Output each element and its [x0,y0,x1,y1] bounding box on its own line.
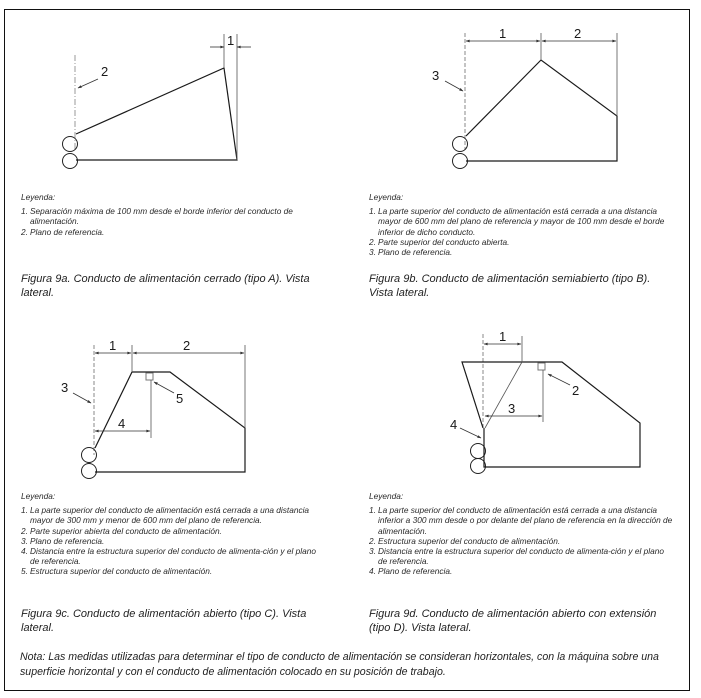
diagram-label: 4 [450,417,458,432]
legend-item: 1. La parte superior del conducto de alimentación está cerrada a una distancia mayor de 600 mm del plano de referencia y mayor de 100 mm desde el borde inferior de dicho conducto. [369,206,665,237]
diagram-9c [61,338,245,479]
legend-9a [21,192,321,237]
diagram-9d [450,329,640,474]
chute-outline [462,362,640,467]
upper-structure-marker [146,373,153,380]
legend-item: 2. Parte superior del conducto abierta. [369,236,510,247]
legend-item: 3. Plano de referencia. [369,247,453,258]
legend-item: 1. Separación máxima de 100 mm desde el borde inferior del conducto de alimentación. [21,206,293,227]
legend-9b [369,192,674,257]
diagram-label: 3 [432,68,440,83]
legend-9d [369,491,674,577]
feed-roller-bottom [453,154,468,169]
diagram-label: 1 [499,329,507,344]
feed-roller-top [471,444,486,459]
leader-arrow [548,374,570,385]
figure-caption-9b: Figura 9b. Conducto de alimentación semiabierto (tipo B). Vista lateral. [369,273,651,299]
diagram-9a [63,33,252,169]
diagram-label: 2 [572,383,580,398]
leader-arrow [445,81,463,91]
figure-caption-9a: Figura 9a. Conducto de alimentación cerrado (tipo A). Vista lateral. [21,273,310,299]
legend-item: 5. Estructura superior del conducto de alimentación. [21,566,213,577]
leader-arrow [154,382,174,393]
diagram-label: 4 [118,416,126,431]
feed-roller-bottom [82,464,97,479]
legend-9c [21,491,326,577]
legend-item: 2. Parte superior abierta del conducto de alimentación. [21,525,222,536]
legend-item: 4. Distancia entre la estructura superior del conducto de alimenta-ción y el plano de referencia. [21,546,316,567]
leader-arrow [73,393,91,403]
figure-caption-9c: Figura 9c. Conducto de alimentación abierto (tipo C). Vista lateral. [21,608,307,634]
chute-outline [466,60,617,161]
legend-item: 2. Plano de referencia. [21,226,105,237]
legend-item: 3. Plano de referencia. [21,535,105,546]
legend-item: 1. La parte superior del conducto de alimentación está cerrada a una distancia inferior a 300 mm desde o por delante del plano de referencia en la dirección de alimentación. [369,505,673,536]
legend-item: 4. Plano de referencia. [369,566,453,577]
diagram-9b [432,26,617,169]
diagram-label: 1 [227,33,235,48]
legend-item: 1. La parte superior del conducto de alimentación está cerrada a una distancia mayor de 300 mm y menor de 600 mm del plano de referencia. [21,505,310,526]
feed-roller-bottom [63,154,78,169]
diagram-label: 5 [176,391,184,406]
chute-outline [76,68,237,160]
upper-structure-marker [538,363,545,370]
leader-arrow [460,428,481,438]
legend-title: Leyenda: [21,491,56,501]
diagram-label: 1 [109,338,117,353]
diagram-label: 2 [574,26,582,41]
diagram-label: 2 [183,338,191,353]
extension-line [485,362,522,428]
legend-item: 3. Distancia entre la estructura superior del conducto de alimenta-ción y el plano de referencia. [369,546,664,567]
diagram-label: 3 [508,401,516,416]
diagram-label: 2 [101,64,109,79]
figure-caption-9d: Figura 9d. Conducto de alimentación abierto con extensión (tipo D). Vista lateral. [369,608,657,634]
footnote: Nota: Las medidas utilizadas para determinar el tipo de conducto de alimentación se consideran horizontales, con la máquina sobre una superficie horizontal y con el conducto de alimentación colocado en su posición de trabajo. [20,651,659,678]
diagram-label: 3 [61,380,69,395]
legend-title: Leyenda: [369,192,404,202]
feed-roller-bottom [471,459,486,474]
diagram-label: 1 [499,26,507,41]
legend-title: Leyenda: [21,192,56,202]
legend-title: Leyenda: [369,491,404,501]
legend-item: 2. Estructura superior del conducto de alimentación. [369,535,561,546]
leader-arrow [78,79,98,88]
